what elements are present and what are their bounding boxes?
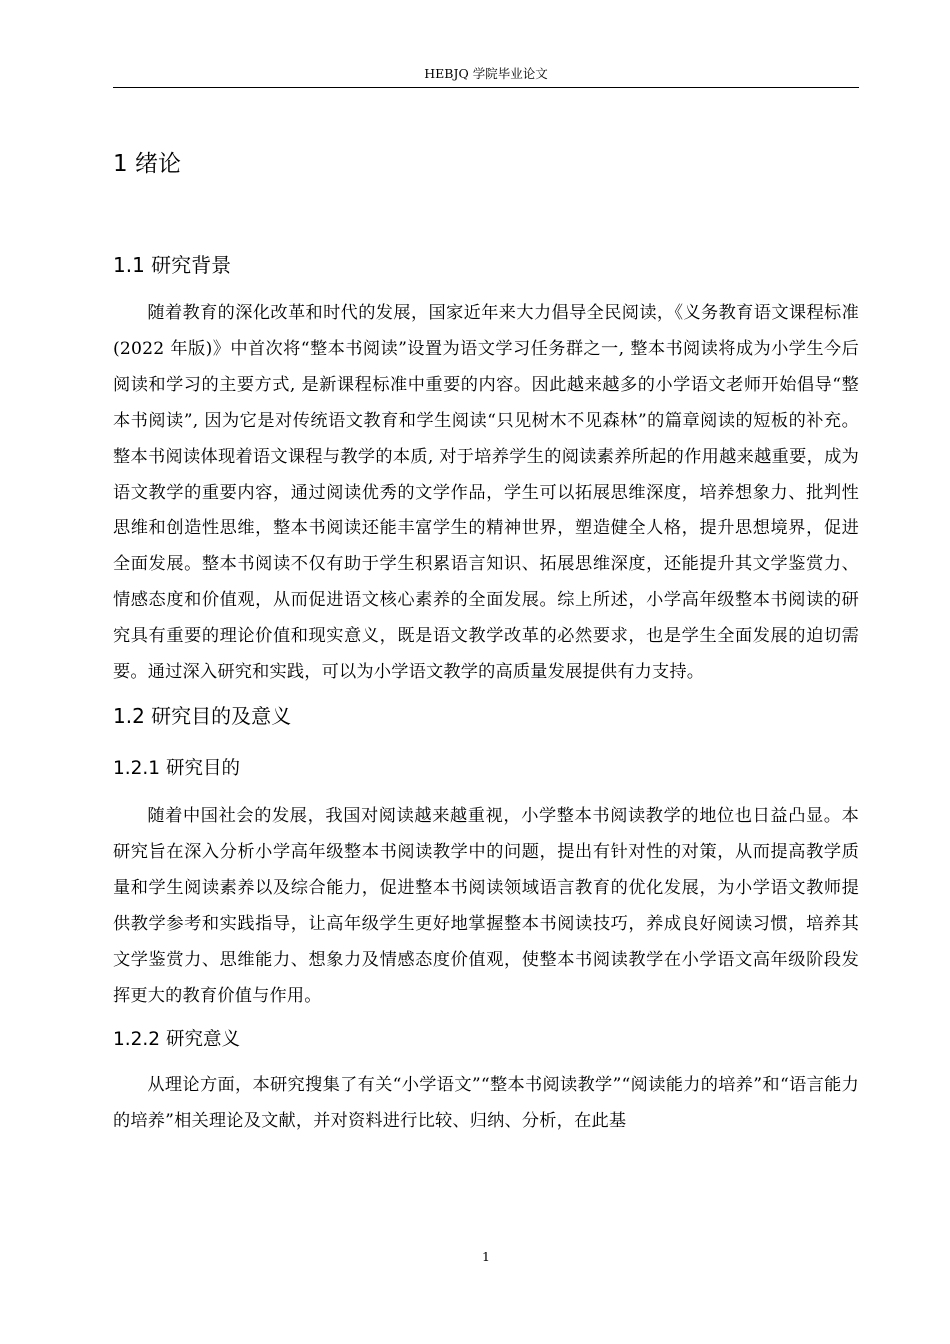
section-title-purpose-and-significance: 1.2 研究目的及意义	[113, 703, 292, 728]
running-header: HEBJQ 学院毕业论文	[424, 66, 548, 81]
spacer	[113, 789, 859, 799]
section-title-research-background: 1.1 研究背景	[113, 253, 232, 277]
spacer	[113, 1060, 859, 1068]
subsection-title-research-purpose: 1.2.1 研究目的	[113, 757, 240, 779]
page-content	[113, 140, 859, 1140]
spacer	[113, 188, 859, 244]
paragraph-research-background: 随着教育的深化改革和时代的发展，国家近年来大力倡导全民阅读，《义务教育语文课程标准(2022 年版)》中首次将“整本书阅读”设置为语文学习任务群之一, 整本书阅读将成为小学生今后阅读和学习的主要方式, 是新课程标准中重要的内容。因此越来越多的小学语文老师开始倡导“整本书阅读”, 因为它是对传统语文教育和学生阅读“只见树木不见森林”的篇章阅读的短板的补充。整本书阅读体现着语文课程与教学的本质, 对于培养学生的阅读素养所起的作用越来越重要，成为语文教学的重要内容，通过阅读优秀的文学作品，学生可以拓展思维深度，培养想象力、批判性思维和创造性思维，整本书阅读还能丰富学生的精神世界，塑造健全人格，提升思想境界，促进全面发展。整本书阅读不仅有助于学生积累语言知识、拓展思维深度，还能提升其文学鉴赏力、情感态度和价值观，从而促进语文核心素养的全面发展。综上所述，小学高年级整本书阅读的研究具有重要的理论价值和现实意义，既是语文教学改革的必然要求，也是学生全面发展的迫切需要。通过深入研究和实践，可以为小学语文教学的高质量发展提供有力支持。	[113, 303, 859, 683]
header-rule	[113, 87, 859, 88]
chapter-title: 1 绪论	[113, 151, 181, 177]
page-number: 1	[482, 1249, 490, 1264]
paragraph-research-significance: 从理论方面，本研究搜集了有关“小学语文”“整本书阅读教学”“阅读能力的培养”和“语言能力的培养”相关理论及文献，并对资料进行比较、归纳、分析，在此基	[113, 1075, 859, 1132]
spacer	[113, 286, 859, 296]
spacer	[113, 737, 859, 749]
subsection-title-research-significance: 1.2.2 研究意义	[113, 1029, 240, 1051]
paragraph-research-purpose: 随着中国社会的发展，我国对阅读越来越重视，小学整本书阅读教学的地位也日益凸显。本研究旨在深入分析小学高年级整本书阅读教学中的问题，提出有针对性的对策，从而提高教学质量和学生阅读素养以及综合能力，促进整本书阅读领域语言教育的优化发展，为小学语文教师提供教学参考和实践指导，让高年级学生更好地掌握整本书阅读技巧，养成良好阅读习惯，培养其文学鉴赏力、思维能力、想象力及情感态度价值观，使整本书阅读教学在小学语文高年级阶段发挥更大的教育价值与作用。	[113, 805, 859, 1006]
